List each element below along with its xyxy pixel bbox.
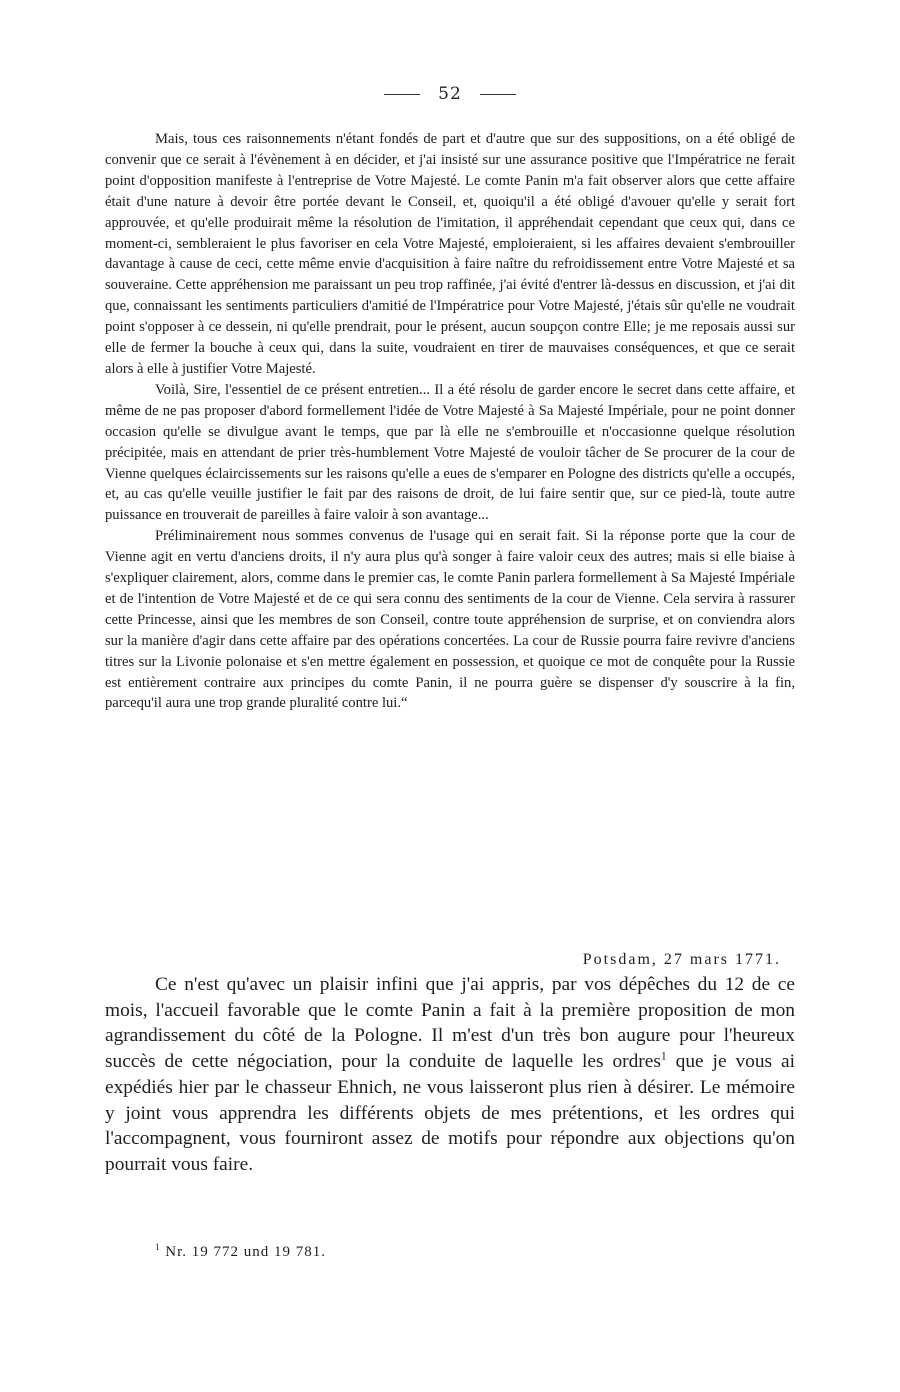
page-header bbox=[0, 84, 900, 104]
dateline: Potsdam, 27 mars 1771. bbox=[582, 951, 781, 968]
quoted-report bbox=[105, 129, 795, 714]
letter-text-part-1: Ce n'est qu'avec un plaisir infini que j'ai appris, par vos dépêches du 12 de ce mois, l'accueil favorable que le comte Panin a fait à la première proposition de mon agrandissement du côté de la Pologne. Il m'est d'un très bon augure pour l'heureux succès de cette négociation, pour la conduite de laquelle les ordres bbox=[105, 974, 795, 1073]
quote-paragraph-2: Voilà, Sire, l'essentiel de ce présent entretien... Il a été résolu de garder encore le secret dans cette affaire, et même de ne pas proposer d'abord formellement l'idée de Votre Majesté à Sa Majesté Impériale, pour ne point donner occasion qu'elle se divulgue avant le temps, que par là elle ne s'embrouille et n'occasionne quelque résolution précipitée, mais en attendant de prier très-humblement Votre Majesté de vouloir tâcher de Se procurer de la cour de Vienne quelques éclaircissements sur les raisons qu'elle a eues de s'emparer en Pologne des districts qu'elle a occupés, et, au cas qu'elle veuille justifier le fait par des raisons de droit, de lui faire sentir que, sur ce pied-là, toute autre puissance en trouverait de pareilles à faire valoir à son avantage... bbox=[105, 381, 795, 524]
header-rule-left bbox=[384, 94, 420, 95]
header-rule-right bbox=[480, 94, 516, 95]
quote-paragraph-3: Préliminairement nous sommes convenus de l'usage qui en serait fait. Si la réponse porte que la cour de Vienne agit en vertu d'anciens droits, il n'y aura plus qu'à songer à faire valoir ceux des autres; mais si elle biaise à s'expliquer clairement, alors, comme dans le premier cas, le comte Panin parlera formellement à Sa Majesté Impériale et de l'intention de Votre Majesté et de ce qui sera connu des sentiments de la cour de Vienne. Cela servira à rassurer cette Princesse, ainsi que les membres de son Conseil, contre toute appréhension de surprise, et on conviendra alors sur la manière d'agir dans cette affaire par des opérations concertées. La cour de Russie pourra faire revivre d'anciens titres sur la Livonie polonaise et s'en mettre également en possession, et quoique ce mot de conquête pour la Russie est entièrement contraire aux principes du comte Panin, il ne pourra guère se dispenser d'y souscrire à la fin, parcequ'il aura une trop grande pluralité contre lui.“ bbox=[105, 528, 795, 712]
footnote bbox=[155, 1244, 326, 1261]
letter-text-part-2: que je vous ai expédiés hier par le chasseur Ehnich, ne vous laisseront plus rien à désirer. Le mémoire y joint vous apprendra les différents objets de mes prétentions, et les ordres qui l'accompagnent, vous fourniront assez de motifs pour répondre aux objections qu'on pourrait vous faire. bbox=[105, 1051, 796, 1175]
letter-paragraph bbox=[105, 972, 795, 1178]
footnote-text: Nr. 19 772 und 19 781. bbox=[165, 1244, 326, 1260]
page-number: 52 bbox=[438, 84, 462, 104]
footnote-reference: 1 bbox=[660, 1049, 667, 1063]
quote-paragraph-1: Mais, tous ces raisonnements n'étant fondés de part et d'autre que sur des suppositions, on a été obligé de convenir que ce serait à l'évènement à en décider, et j'ai insisté sur une assurance positive que l'Impératrice ne ferait point d'opposition manifeste à l'entreprise de Votre Majesté. Le comte Panin m'a fait observer alors que cette affaire était d'une nature à devoir être portée devant le Conseil, et, quoiqu'il a été obligé d'avouer qu'elle y serait fort approuvée, et qu'elle produirait même la résolution de l'imitation, il appréhendait cependant que ceux qui, dans ce moment-ci, sembleraient le plus favoriser en cela Votre Majesté, emploieraient, si les affaires devaient s'embrouiller davantage à cause de ceci, cette même envie d'acquisition à faire naître du refroidissement entre Votre Majesté et sa souveraine. Cette appréhension me paraissant un peu trop raffinée, j'ai évité d'entrer là-dessus en discussion, et j'ai dit que, connaissant les sentiments particuliers d'amitié de l'Impératrice pour Votre Majesté, j'étais sûr qu'elle ne voudrait point s'opposer à ce dessein, ni qu'elle prendrait, pour le présent, aucun soupçon contre Elle; je me reposais aussi sur elle de fermer la bouche à ceux qui, dans la suite, voudraient en tirer de mauvaises conséquences, et que ce serait alors à elle à justifier Votre Majesté. bbox=[105, 131, 795, 377]
letter-body bbox=[105, 972, 795, 1178]
footnote-mark: 1 bbox=[155, 1242, 161, 1252]
